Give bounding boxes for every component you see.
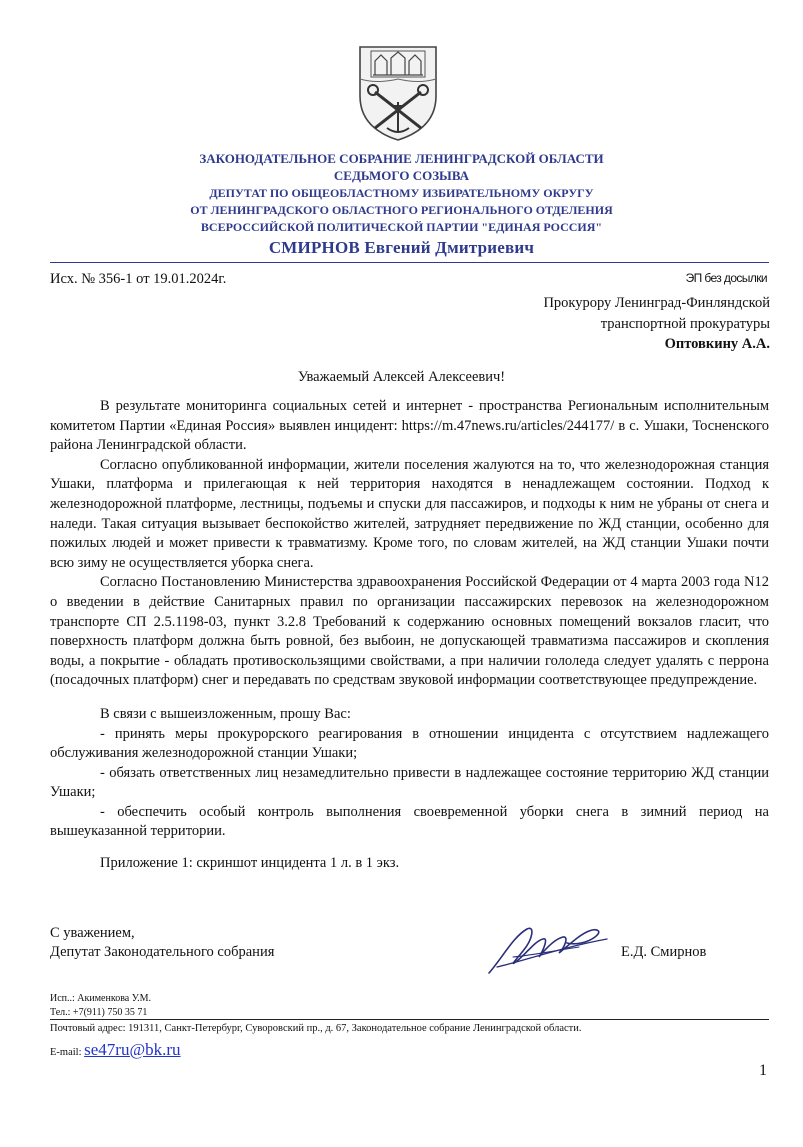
paragraph-regulation: Согласно Постановлению Министерства здравоохранения Российской Федерации от 4 марта 2003 года N12 о введении в действие Санитарных правил по организации пассажирских перевозок на железнодорожном транспорте СП 2.5.1198-03, пункт 3.2.8 Требований к содержанию основных помещений вокзалов гласит, что поверхность платформ должна быть ровной, без выбоин, не допускающей травматизма пассажиров и скопления воды, а покрытие - обладать противоскользящими свойствами, а при наличии гололеда следует удалять с перрона (посадочных платформ) снег и передавать по средствам звуковой информации соответствующее предупреждение. [50, 574, 769, 689]
ep-mark: ЭП без досылки [685, 271, 767, 285]
signer-position: Депутат Законодательного собрания [50, 944, 275, 960]
email-line [50, 1040, 181, 1060]
request-item-2: - обязать ответственных лиц незамедлительно привести в надлежащее состояние территорию ЖД станции Ушаки; [50, 764, 769, 801]
party-name: ВСЕРОССИЙСКОЙ ПОЛИТИЧЕСКОЙ ПАРТИИ "ЕДИНАЯ РОССИЯ" [200, 220, 603, 234]
request-intro: В связи с вышеизложенным, прошу Вас: [100, 705, 351, 722]
outgoing-number: Исх. № 356-1 от 19.01.2024г. [50, 271, 227, 287]
handwritten-signature [483, 917, 613, 979]
paragraph-complaint: Согласно опубликованной информации, жители поселения жалуются на то, что железнодорожная станция Ушаки, платформа и прилегающая к ней территория находятся в ненадлежащем состоянии. Подход к железнодорожной платформе, лестницы, подъемы и спуски для пассажиров, и подходы к ним не убраны от снега и наледи. Такая ситуация вызывает беспокойство жителей, затрудняет передвижение по ЖД станции, особенно для пожилых людей и может привести к травматизму. Кроме того, по словам жителей, на ЖД станции Ушаки почти всю зиму не осуществляется уборка снега. [50, 456, 769, 571]
footer-divider [50, 1019, 769, 1020]
party-branch: ОТ ЛЕНИНГРАДСКОГО ОБЛАСТНОГО РЕГИОНАЛЬНОГО ОТДЕЛЕНИЯ [190, 203, 613, 217]
addressee-name: Оптовкину А.А. [664, 336, 770, 352]
closing: С уважением, [50, 925, 135, 941]
signer-name: Е.Д. Смирнов [621, 944, 707, 960]
request-item-3: - обеспечить особый контроль выполнения своевременной уборки снега в зимний период на вышеуказанной территории. [50, 803, 769, 840]
postal-address: Почтовый адрес: 191311, Санкт-Петербург, Суворовский пр., д. 67, Законодательное собрание Ленинградской области. [50, 1023, 582, 1034]
deputy-name: СМИРНОВ Евгений Дмитриевич [268, 238, 535, 257]
coat-of-arms-icon [357, 44, 439, 142]
deputy-district: ДЕПУТАТ ПО ОБЩЕОБЛАСТНОМУ ИЗБИРАТЕЛЬНОМУ ОКРУГУ [209, 186, 594, 200]
email-link[interactable]: se47ru@bk.ru [84, 1040, 181, 1059]
executor: Исп..: Акименкова У.М. [50, 993, 152, 1004]
convocation: СЕДЬМОГО СОЗЫВА [333, 168, 470, 183]
page-number: 1 [759, 1062, 767, 1079]
addressee-line1: Прокурору Ленинград-Финляндской [543, 295, 770, 311]
email-label: E-mail: [50, 1047, 82, 1058]
letter-body [50, 397, 769, 874]
assembly-name: ЗАКОНОДАТЕЛЬНОЕ СОБРАНИЕ ЛЕНИНГРАДСКОЙ ОБЛАСТИ [199, 151, 604, 166]
executor-phone: Тел.: +7(911) 750 35 71 [50, 1007, 148, 1018]
attachment-note: Приложение 1: скриншот инцидента 1 л. в 1 экз. [100, 855, 400, 872]
header-divider [50, 262, 769, 263]
greeting: Уважаемый Алексей Алексеевич! [297, 369, 506, 385]
addressee-line2: транспортной прокуратуры [600, 316, 770, 332]
paragraph-incident: В результате мониторинга социальных сетей и интернет - пространства Региональным исполнительным комитетом Партии «Единая Россия» выявлен инцидент: https://m.47news.ru/articles/244177/ в с. Ушаки, Тосненского района Ленинградской области. [50, 398, 769, 454]
request-item-1: - принять меры прокурорского реагирования в отношении инцидента с отсутствием надлежащего обслуживания железнодорожной станции Ушаки; [50, 725, 769, 762]
